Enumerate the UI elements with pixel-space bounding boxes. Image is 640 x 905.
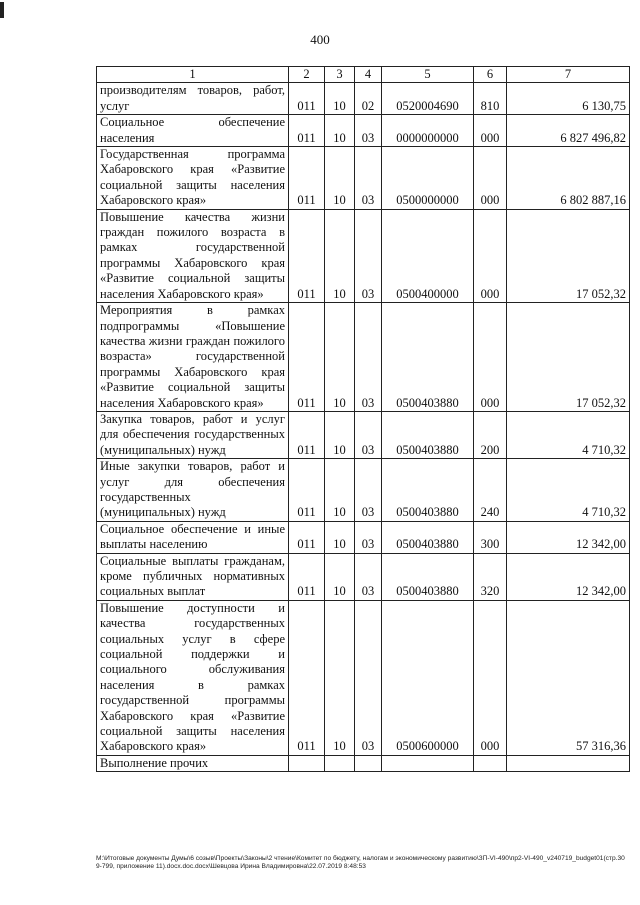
table-row — [97, 209, 630, 302]
chapter-code-cell: 011 — [289, 553, 325, 600]
subsection-cell: 03 — [355, 600, 382, 755]
row-name-cell: Повышение доступности и качества государственных социальных услуг в сфере социальной поддержки и социального обслуживания населения в рамках государственной программы Хабаровского края «Развитие социальной защиты населения Хабаровского края» — [97, 600, 289, 755]
chapter-code-cell: 011 — [289, 147, 325, 210]
amount-cell: 6 802 887,16 — [507, 147, 630, 210]
section-cell: 10 — [325, 459, 355, 522]
row-name-cell: Социальное обеспечение и иные выплаты населению — [97, 521, 289, 553]
section-cell: 10 — [325, 209, 355, 302]
target-article-cell: 0500403880 — [382, 521, 474, 553]
expense-type-cell: 000 — [474, 209, 507, 302]
subsection-cell: 03 — [355, 209, 382, 302]
col-header-7: 7 — [507, 67, 630, 83]
section-cell: 10 — [325, 115, 355, 147]
chapter-code-cell: 011 — [289, 600, 325, 755]
amount-cell: 6 827 496,82 — [507, 115, 630, 147]
table-row — [97, 303, 630, 412]
target-article-cell: 0500403880 — [382, 553, 474, 600]
table-row — [97, 83, 630, 115]
page-number: 400 — [310, 32, 330, 47]
chapter-code-cell: 011 — [289, 83, 325, 115]
table-row — [97, 600, 630, 755]
subsection-cell: 03 — [355, 303, 382, 412]
row-name-cell: Социальное обеспечение населения — [97, 115, 289, 147]
subsection-cell — [355, 755, 382, 771]
row-name-cell: Государственная программа Хабаровского края «Развитие социальной защиты населения Хабаровского края» — [97, 147, 289, 210]
target-article-cell: 0500000000 — [382, 147, 474, 210]
table-row — [97, 521, 630, 553]
target-article-cell: 0500600000 — [382, 600, 474, 755]
section-cell: 10 — [325, 553, 355, 600]
table-row — [97, 411, 630, 458]
col-header-1: 1 — [97, 67, 289, 83]
section-cell — [325, 755, 355, 771]
scan-edge-mark — [0, 2, 4, 18]
table-row — [97, 147, 630, 210]
col-header-3: 3 — [325, 67, 355, 83]
table-row — [97, 115, 630, 147]
amount-cell: 57 316,36 — [507, 600, 630, 755]
row-name-cell: Мероприятия в рамках подпрограммы «Повышение качества жизни граждан пожилого возраста» государственной программы Хабаровского края «Развитие социальной защиты населения Хабаровского края» — [97, 303, 289, 412]
expense-type-cell: 300 — [474, 521, 507, 553]
target-article-cell: 0500403880 — [382, 303, 474, 412]
chapter-code-cell — [289, 755, 325, 771]
amount-cell: 12 342,00 — [507, 521, 630, 553]
section-cell: 10 — [325, 303, 355, 412]
chapter-code-cell: 011 — [289, 303, 325, 412]
section-cell: 10 — [325, 83, 355, 115]
expense-type-cell: 000 — [474, 303, 507, 412]
row-name-cell: Социальные выплаты гражданам, кроме публичных нормативных социальных выплат — [97, 553, 289, 600]
amount-cell: 6 130,75 — [507, 83, 630, 115]
expense-type-cell: 320 — [474, 553, 507, 600]
target-article-cell: 0500403880 — [382, 459, 474, 522]
table-header-row — [97, 67, 630, 83]
target-article-cell: 0520004690 — [382, 83, 474, 115]
subsection-cell: 03 — [355, 459, 382, 522]
amount-cell: 12 342,00 — [507, 553, 630, 600]
amount-cell: 17 052,32 — [507, 303, 630, 412]
file-path-footer: М:\Итоговые документы Думы\6 созыв\Проекты\Законы\2 чтение\Комитет по бюджету, налогам и экономическому развитию\ЗП-VI-490\пр2-VI-490_v240719_budget01(стр.309-799, приложение 11).docx.doc.docx\Шевцова Ирина Владимировна\22.07.2019 8:48:53 — [96, 855, 625, 871]
target-article-cell — [382, 755, 474, 771]
amount-cell: 4 710,32 — [507, 459, 630, 522]
amount-cell — [507, 755, 630, 771]
col-header-5: 5 — [382, 67, 474, 83]
subsection-cell: 03 — [355, 115, 382, 147]
subsection-cell: 03 — [355, 411, 382, 458]
chapter-code-cell: 011 — [289, 459, 325, 522]
table-row — [97, 553, 630, 600]
expense-type-cell — [474, 755, 507, 771]
chapter-code-cell: 011 — [289, 521, 325, 553]
col-header-2: 2 — [289, 67, 325, 83]
expense-type-cell: 240 — [474, 459, 507, 522]
expense-type-cell: 200 — [474, 411, 507, 458]
chapter-code-cell: 011 — [289, 411, 325, 458]
expense-type-cell: 000 — [474, 600, 507, 755]
table-row — [97, 459, 630, 522]
col-header-6: 6 — [474, 67, 507, 83]
section-cell: 10 — [325, 521, 355, 553]
subsection-cell: 03 — [355, 553, 382, 600]
expense-type-cell: 000 — [474, 115, 507, 147]
row-name-cell: Повышение качества жизни граждан пожилого возраста в рамках государственной программы Хабаровского края «Развитие социальной защиты населения Хабаровского края» — [97, 209, 289, 302]
subsection-cell: 03 — [355, 521, 382, 553]
target-article-cell: 0500400000 — [382, 209, 474, 302]
expense-type-cell: 810 — [474, 83, 507, 115]
amount-cell: 17 052,32 — [507, 209, 630, 302]
row-name-cell: Иные закупки товаров, работ и услуг для обеспечения государственных (муниципальных) нужд — [97, 459, 289, 522]
row-name-cell: Выполнение прочих — [97, 755, 289, 771]
budget-table — [96, 66, 630, 772]
expense-type-cell: 000 — [474, 147, 507, 210]
amount-cell: 4 710,32 — [507, 411, 630, 458]
row-name-cell: производителям товаров, работ, услуг — [97, 83, 289, 115]
target-article-cell: 0000000000 — [382, 115, 474, 147]
col-header-4: 4 — [355, 67, 382, 83]
chapter-code-cell: 011 — [289, 209, 325, 302]
target-article-cell: 0500403880 — [382, 411, 474, 458]
section-cell: 10 — [325, 600, 355, 755]
subsection-cell: 03 — [355, 147, 382, 210]
chapter-code-cell: 011 — [289, 115, 325, 147]
table-row — [97, 755, 630, 771]
section-cell: 10 — [325, 411, 355, 458]
subsection-cell: 02 — [355, 83, 382, 115]
section-cell: 10 — [325, 147, 355, 210]
row-name-cell: Закупка товаров, работ и услуг для обеспечения государственных (муниципальных) нужд — [97, 411, 289, 458]
